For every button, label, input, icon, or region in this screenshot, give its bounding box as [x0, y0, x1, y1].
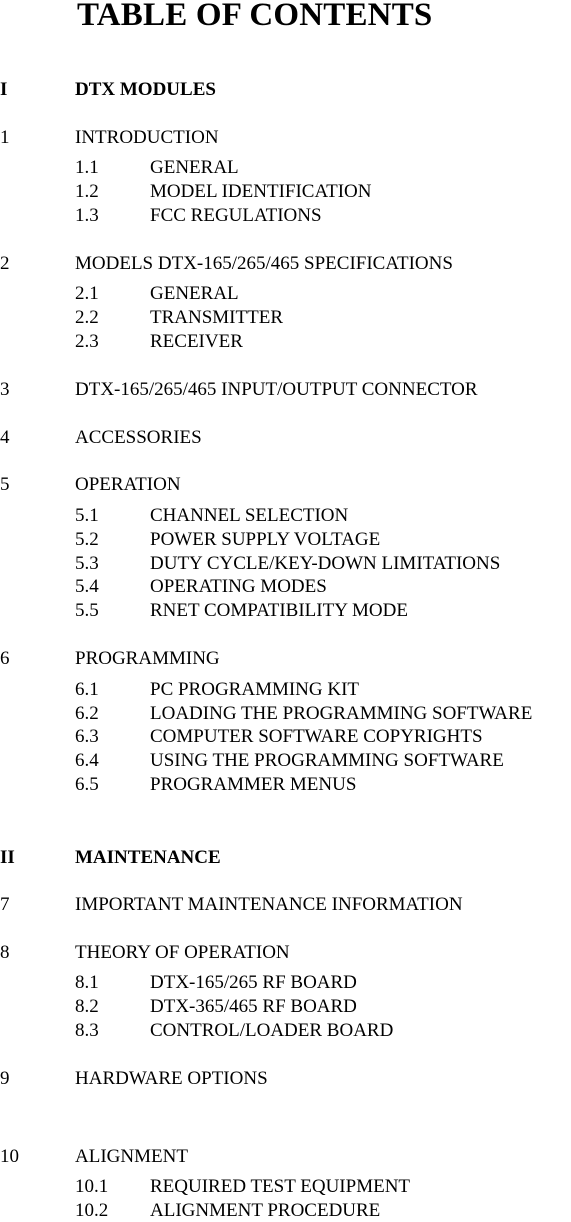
- toc-number: 5.3: [75, 553, 99, 574]
- toc-text: TRANSMITTER: [150, 307, 283, 328]
- toc-number: 1.1: [75, 157, 99, 178]
- toc-number: 8.1: [75, 972, 99, 993]
- toc-number: 6.3: [75, 726, 99, 747]
- toc-number: 5.5: [75, 600, 99, 621]
- toc-text: PROGRAMMER MENUS: [150, 774, 357, 795]
- toc-text: LOADING THE PROGRAMMING SOFTWARE: [150, 703, 533, 724]
- toc-text: RNET COMPATIBILITY MODE: [150, 600, 408, 621]
- toc-number: 6.2: [75, 703, 99, 724]
- toc-number: 2.3: [75, 331, 99, 352]
- toc-number: 1.2: [75, 181, 99, 202]
- toc-number: II: [0, 847, 15, 868]
- toc-text: GENERAL: [150, 283, 239, 304]
- toc-number: 6.5: [75, 774, 99, 795]
- toc-number: I: [0, 79, 8, 100]
- toc-text: GENERAL: [150, 157, 239, 178]
- toc-text: ACCESSORIES: [75, 427, 202, 448]
- toc-text: POWER SUPPLY VOLTAGE: [150, 529, 381, 550]
- toc-number: 3: [0, 379, 10, 400]
- toc-text: ALIGNMENT PROCEDURE: [150, 1200, 381, 1221]
- toc-number: 6.1: [75, 679, 99, 700]
- toc-number: 5.4: [75, 576, 99, 597]
- toc-text: MAINTENANCE: [75, 847, 221, 868]
- toc-number: 6.4: [75, 750, 99, 771]
- toc-text: IMPORTANT MAINTENANCE INFORMATION: [75, 894, 463, 915]
- toc-number: 5.2: [75, 529, 99, 550]
- toc-number: 10: [0, 1146, 19, 1167]
- toc-number: 1.3: [75, 205, 99, 226]
- toc-number: 10.1: [75, 1176, 109, 1197]
- toc-text: ALIGNMENT: [75, 1146, 188, 1167]
- toc-text: MODEL IDENTIFICATION: [150, 181, 372, 202]
- toc-number: 8.2: [75, 996, 99, 1017]
- toc-text: HARDWARE OPTIONS: [75, 1068, 268, 1089]
- toc-number: 10.2: [75, 1200, 109, 1221]
- toc-text: RECEIVER: [150, 331, 243, 352]
- toc-number: 7: [0, 894, 10, 915]
- toc-text: CHANNEL SELECTION: [150, 505, 349, 526]
- toc-text: DTX-365/465 RF BOARD: [150, 996, 357, 1017]
- toc-number: 1: [0, 127, 10, 148]
- toc-number: 8.3: [75, 1020, 99, 1041]
- toc-text: MODELS DTX-165/265/465 SPECIFICATIONS: [75, 253, 453, 274]
- toc-text: OPERATING MODES: [150, 576, 327, 597]
- toc-number: 6: [0, 648, 10, 669]
- toc-text: CONTROL/LOADER BOARD: [150, 1020, 394, 1041]
- toc-text: DTX-165/265 RF BOARD: [150, 972, 357, 993]
- toc-text: PROGRAMMING: [75, 648, 220, 669]
- toc-text: REQUIRED TEST EQUIPMENT: [150, 1176, 411, 1197]
- toc-text: OPERATION: [75, 474, 181, 495]
- toc-number: 8: [0, 942, 10, 963]
- toc-number: 9: [0, 1068, 10, 1089]
- toc-text: INTRODUCTION: [75, 127, 219, 148]
- toc-number: 4: [0, 427, 10, 448]
- toc-text: PC PROGRAMMING KIT: [150, 679, 360, 700]
- page-title: TABLE OF CONTENTS: [77, 0, 433, 33]
- toc-number: 5: [0, 474, 10, 495]
- toc-number: 5.1: [75, 505, 99, 526]
- toc-text: COMPUTER SOFTWARE COPYRIGHTS: [150, 726, 483, 747]
- toc-text: DTX-165/265/465 INPUT/OUTPUT CONNECTOR: [75, 379, 478, 400]
- toc-text: THEORY OF OPERATION: [75, 942, 290, 963]
- toc-text: FCC REGULATIONS: [150, 205, 322, 226]
- toc-text: DUTY CYCLE/KEY-DOWN LIMITATIONS: [150, 553, 501, 574]
- toc-number: 2: [0, 253, 10, 274]
- toc-text: DTX MODULES: [75, 79, 216, 100]
- toc-text: USING THE PROGRAMMING SOFTWARE: [150, 750, 504, 771]
- toc-number: 2.1: [75, 283, 99, 304]
- toc-number: 2.2: [75, 307, 99, 328]
